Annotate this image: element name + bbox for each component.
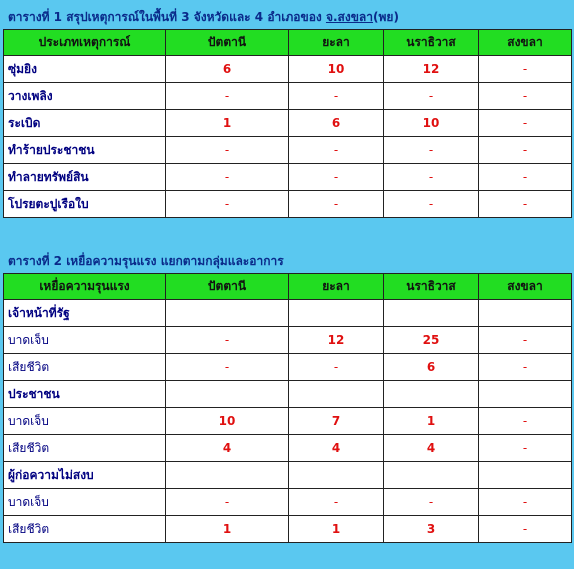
empty-cell bbox=[384, 300, 479, 327]
value-cell: 6 bbox=[384, 354, 479, 381]
value-cell: - bbox=[479, 137, 572, 164]
row-label: บาดเจ็บ bbox=[4, 408, 166, 435]
empty-cell bbox=[289, 300, 384, 327]
value-cell: - bbox=[166, 83, 289, 110]
row-label: ทำลายทรัพย์สิน bbox=[4, 164, 166, 191]
value-cell: 7 bbox=[289, 408, 384, 435]
table1-caption-province: จ.สงขลา bbox=[325, 10, 374, 24]
group-label: ประชาชน bbox=[4, 381, 166, 408]
value-cell: - bbox=[479, 164, 572, 191]
table1-caption-note: (พย) bbox=[373, 10, 399, 24]
table-row bbox=[4, 164, 572, 191]
value-cell: - bbox=[289, 191, 384, 218]
empty-cell bbox=[479, 381, 572, 408]
empty-cell bbox=[289, 381, 384, 408]
column-header: ปัตตานี bbox=[166, 274, 289, 300]
empty-cell bbox=[384, 381, 479, 408]
row-label: เสียชีวิต bbox=[4, 354, 166, 381]
value-cell: 1 bbox=[384, 408, 479, 435]
table2-caption: ตารางที่ 2 เหยื่อความรุนแรง แยกตามกลุ่มและอาการ bbox=[8, 254, 284, 268]
row-label: ซุ่มยิง bbox=[4, 56, 166, 83]
value-cell: - bbox=[289, 354, 384, 381]
table-row bbox=[4, 56, 572, 83]
value-cell: - bbox=[384, 83, 479, 110]
table-row bbox=[4, 408, 572, 435]
group-label: ผู้ก่อความไม่สงบ bbox=[4, 462, 166, 489]
value-cell: - bbox=[479, 83, 572, 110]
value-cell: - bbox=[479, 489, 572, 516]
value-cell: - bbox=[384, 164, 479, 191]
empty-cell bbox=[289, 462, 384, 489]
value-cell: - bbox=[479, 354, 572, 381]
value-cell: - bbox=[479, 408, 572, 435]
row-label: ระเบิด bbox=[4, 110, 166, 137]
column-header: นราธิวาส bbox=[384, 30, 479, 56]
value-cell: 1 bbox=[166, 516, 289, 543]
row-label: วางเพลิง bbox=[4, 83, 166, 110]
value-cell: - bbox=[166, 327, 289, 354]
value-cell: 1 bbox=[166, 110, 289, 137]
value-cell: 3 bbox=[384, 516, 479, 543]
value-cell: 4 bbox=[166, 435, 289, 462]
value-cell: - bbox=[166, 489, 289, 516]
row-label: ทำร้ายประชาชน bbox=[4, 137, 166, 164]
row-label: บาดเจ็บ bbox=[4, 489, 166, 516]
value-cell: 4 bbox=[384, 435, 479, 462]
value-cell: 12 bbox=[289, 327, 384, 354]
column-header: ยะลา bbox=[289, 30, 384, 56]
column-header: ปัตตานี bbox=[166, 30, 289, 56]
table1-header-row bbox=[4, 30, 572, 56]
group-row bbox=[4, 381, 572, 408]
value-cell: - bbox=[384, 489, 479, 516]
column-header: สงขลา bbox=[479, 274, 572, 300]
column-header: นราธิวาส bbox=[384, 274, 479, 300]
value-cell: 6 bbox=[166, 56, 289, 83]
table-row bbox=[4, 489, 572, 516]
value-cell: 4 bbox=[289, 435, 384, 462]
value-cell: 6 bbox=[289, 110, 384, 137]
value-cell: - bbox=[166, 164, 289, 191]
group-row bbox=[4, 300, 572, 327]
table2-header-row bbox=[4, 274, 572, 300]
value-cell: - bbox=[479, 191, 572, 218]
empty-cell bbox=[166, 462, 289, 489]
value-cell: 1 bbox=[289, 516, 384, 543]
table-row bbox=[4, 354, 572, 381]
value-cell: - bbox=[384, 137, 479, 164]
column-header: ประเภทเหตุการณ์ bbox=[4, 30, 166, 56]
table-row bbox=[4, 327, 572, 354]
table-row bbox=[4, 83, 572, 110]
table-row bbox=[4, 137, 572, 164]
value-cell: 12 bbox=[384, 56, 479, 83]
value-cell: - bbox=[479, 56, 572, 83]
incident-summary-table bbox=[3, 29, 572, 218]
value-cell: - bbox=[384, 191, 479, 218]
value-cell: - bbox=[166, 137, 289, 164]
victims-table bbox=[3, 273, 572, 543]
value-cell: 10 bbox=[166, 408, 289, 435]
empty-cell bbox=[384, 462, 479, 489]
table1-caption bbox=[8, 8, 399, 27]
row-label: โปรยตะปูเรือใบ bbox=[4, 191, 166, 218]
table-row bbox=[4, 110, 572, 137]
column-header: ยะลา bbox=[289, 274, 384, 300]
value-cell: - bbox=[289, 83, 384, 110]
value-cell: 10 bbox=[289, 56, 384, 83]
column-header: สงขลา bbox=[479, 30, 572, 56]
group-row bbox=[4, 462, 572, 489]
value-cell: - bbox=[479, 327, 572, 354]
value-cell: - bbox=[166, 191, 289, 218]
row-label: เสียชีวิต bbox=[4, 516, 166, 543]
table-row bbox=[4, 435, 572, 462]
value-cell: 25 bbox=[384, 327, 479, 354]
value-cell: - bbox=[289, 164, 384, 191]
value-cell: - bbox=[289, 137, 384, 164]
value-cell: - bbox=[479, 435, 572, 462]
row-label: เสียชีวิต bbox=[4, 435, 166, 462]
empty-cell bbox=[479, 300, 572, 327]
column-header: เหยื่อความรุนแรง bbox=[4, 274, 166, 300]
empty-cell bbox=[166, 381, 289, 408]
value-cell: - bbox=[479, 110, 572, 137]
table-row bbox=[4, 191, 572, 218]
value-cell: - bbox=[479, 516, 572, 543]
value-cell: - bbox=[166, 354, 289, 381]
value-cell: 10 bbox=[384, 110, 479, 137]
table-row bbox=[4, 516, 572, 543]
table1-caption-main: ตารางที่ 1 สรุปเหตุการณ์ในพื้นที่ 3 จังหวัดและ 4 อำเภอของ bbox=[8, 10, 322, 24]
value-cell: - bbox=[289, 489, 384, 516]
group-label: เจ้าหน้าที่รัฐ bbox=[4, 300, 166, 327]
row-label: บาดเจ็บ bbox=[4, 327, 166, 354]
empty-cell bbox=[166, 300, 289, 327]
empty-cell bbox=[479, 462, 572, 489]
